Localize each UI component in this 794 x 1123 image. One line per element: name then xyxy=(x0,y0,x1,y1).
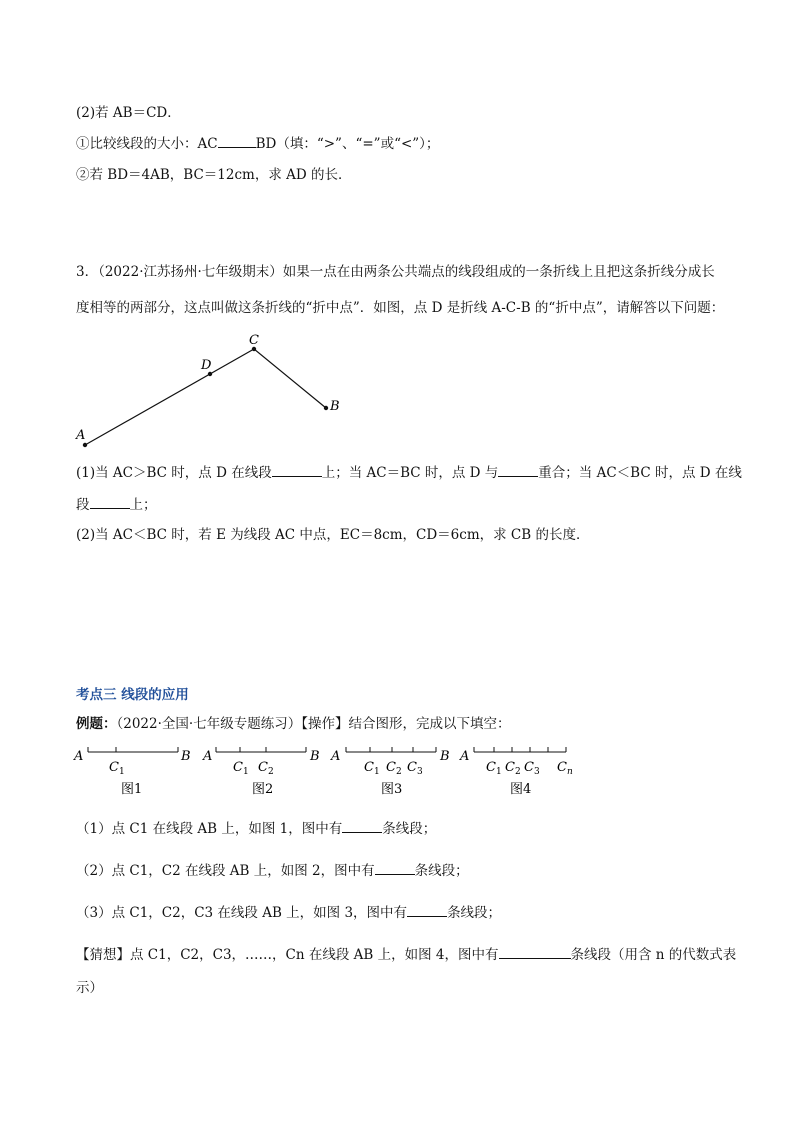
answer-blank[interactable] xyxy=(375,860,415,875)
s3q1-text-a: （1）点 C1 在线段 AB 上，如图 1，图中有 xyxy=(76,821,343,837)
problem3-question-1-line1 xyxy=(76,462,742,483)
polyline-figure xyxy=(75,333,340,447)
s3q3-text-b: 条线段； xyxy=(447,905,502,921)
figure-2 xyxy=(202,747,320,797)
fig2-label-a: A xyxy=(203,749,213,764)
s3q2-text-a: （2）点 C1，C2 在线段 AB 上，如图 2，图中有 xyxy=(76,863,375,879)
point-a xyxy=(83,443,87,447)
label-d: D xyxy=(201,358,212,373)
figure-3 xyxy=(330,747,450,797)
fig4-label-c2: $C_2$ xyxy=(505,760,521,777)
p3q1-text-b: 上；当 AC＝BC 时，点 D 与 xyxy=(321,465,499,481)
answer-blank[interactable] xyxy=(90,494,130,509)
fig4-label-c1: $C_1$ xyxy=(486,760,502,777)
answer-blank[interactable] xyxy=(272,462,322,477)
section3-question-2 xyxy=(76,860,469,881)
part2-q1-text-b: BD（填：“>”、“=”或“<”）； xyxy=(255,136,440,152)
answer-blank[interactable] xyxy=(498,462,538,477)
example-label: 例题： xyxy=(76,716,117,732)
fig1-label-c1: $C_1$ xyxy=(109,760,125,777)
section3-guess-line2: 示） xyxy=(76,980,103,996)
fig1-label-a: A xyxy=(74,749,84,764)
label-b: B xyxy=(330,399,340,414)
figure-4 xyxy=(459,747,573,797)
p3q1-text-c: 重合；当 AC＜BC 时，点 D 在线 xyxy=(538,465,742,481)
point-b xyxy=(324,406,328,410)
answer-blank[interactable] xyxy=(407,902,447,917)
fig3-label-c1: $C_1$ xyxy=(364,760,380,777)
p3q1-text-a: (1)当 AC＞BC 时，点 D 在线段 xyxy=(76,465,272,481)
segment-cb xyxy=(254,349,326,408)
fig1-label-b: B xyxy=(181,749,191,764)
fig3-label-a: A xyxy=(331,749,341,764)
part2-question-2: ②若 BD＝4AB，BC＝12cm，求 AD 的长． xyxy=(76,167,352,183)
fig4-label-cn: $C_n$ xyxy=(557,760,573,777)
fig3-label-b: B xyxy=(440,749,450,764)
s3q1-text-b: 条线段； xyxy=(382,821,437,837)
section3-guess-line1 xyxy=(76,944,736,965)
segment-ac xyxy=(85,349,254,445)
s3q2-text-b: 条线段； xyxy=(414,863,469,879)
answer-blank[interactable] xyxy=(342,818,382,833)
fig2-caption: 图2 xyxy=(252,782,274,797)
fig1-caption: 图1 xyxy=(121,782,143,797)
problem3-question-2: (2)当 AC＜BC 时，若 E 为线段 AC 中点，EC＝8cm，CD＝6cm，求 CB 的长度． xyxy=(76,527,590,543)
guess-text-b: 条线段（用含 n 的代数式表 xyxy=(570,947,737,963)
guess-text-a: 【猜想】点 C1，C2，C3，……，Cn 在线段 AB 上，如图 4，图中有 xyxy=(76,947,499,963)
p3q1-text-d: 段 xyxy=(76,497,90,513)
s3q3-text-a: （3）点 C1，C2，C3 在线段 AB 上，如图 3，图中有 xyxy=(76,905,408,921)
problem3-question-1-line2 xyxy=(76,494,157,515)
fig4-label-a: A xyxy=(460,749,470,764)
section-title: 考点三 线段的应用 xyxy=(76,687,189,703)
section3-question-3 xyxy=(76,902,501,923)
label-c: C xyxy=(249,333,259,348)
answer-blank[interactable] xyxy=(499,944,571,959)
problem3-line1: 3．（2022·江苏扬州·七年级期末）如果一点在由两条公共端点的线段组成的一条折线上且把这条折线分成长 xyxy=(76,264,715,280)
example-line xyxy=(76,714,510,734)
fig3-caption: 图3 xyxy=(381,782,403,797)
fig2-label-c2: $C_2$ xyxy=(258,760,274,777)
fig4-caption: 图4 xyxy=(510,782,532,797)
part2-intro: (2)若 AB＝CD． xyxy=(76,105,181,121)
figure-1 xyxy=(73,747,191,797)
section3-question-1 xyxy=(76,818,436,839)
p3q1-text-e: 上； xyxy=(129,497,157,513)
example-text: （2022·全国·七年级专题练习）【操作】结合图形，完成以下填空： xyxy=(116,716,511,732)
problem3-line2: 度相等的两部分，这点叫做这条折线的“折中点”．如图，点 D 是折线 A-C-B 的“折中点”，请解答以下问题： xyxy=(76,300,725,316)
label-a: A xyxy=(76,428,86,443)
fig3-label-c2: $C_2$ xyxy=(386,760,402,777)
fig3-label-c3: $C_3$ xyxy=(407,760,423,777)
part2-q1-text-a: ①比较线段的大小：AC xyxy=(76,136,218,152)
fig2-label-b: B xyxy=(310,749,320,764)
fig2-label-c1: $C_1$ xyxy=(233,760,249,777)
fig4-label-c3: $C_3$ xyxy=(524,760,540,777)
